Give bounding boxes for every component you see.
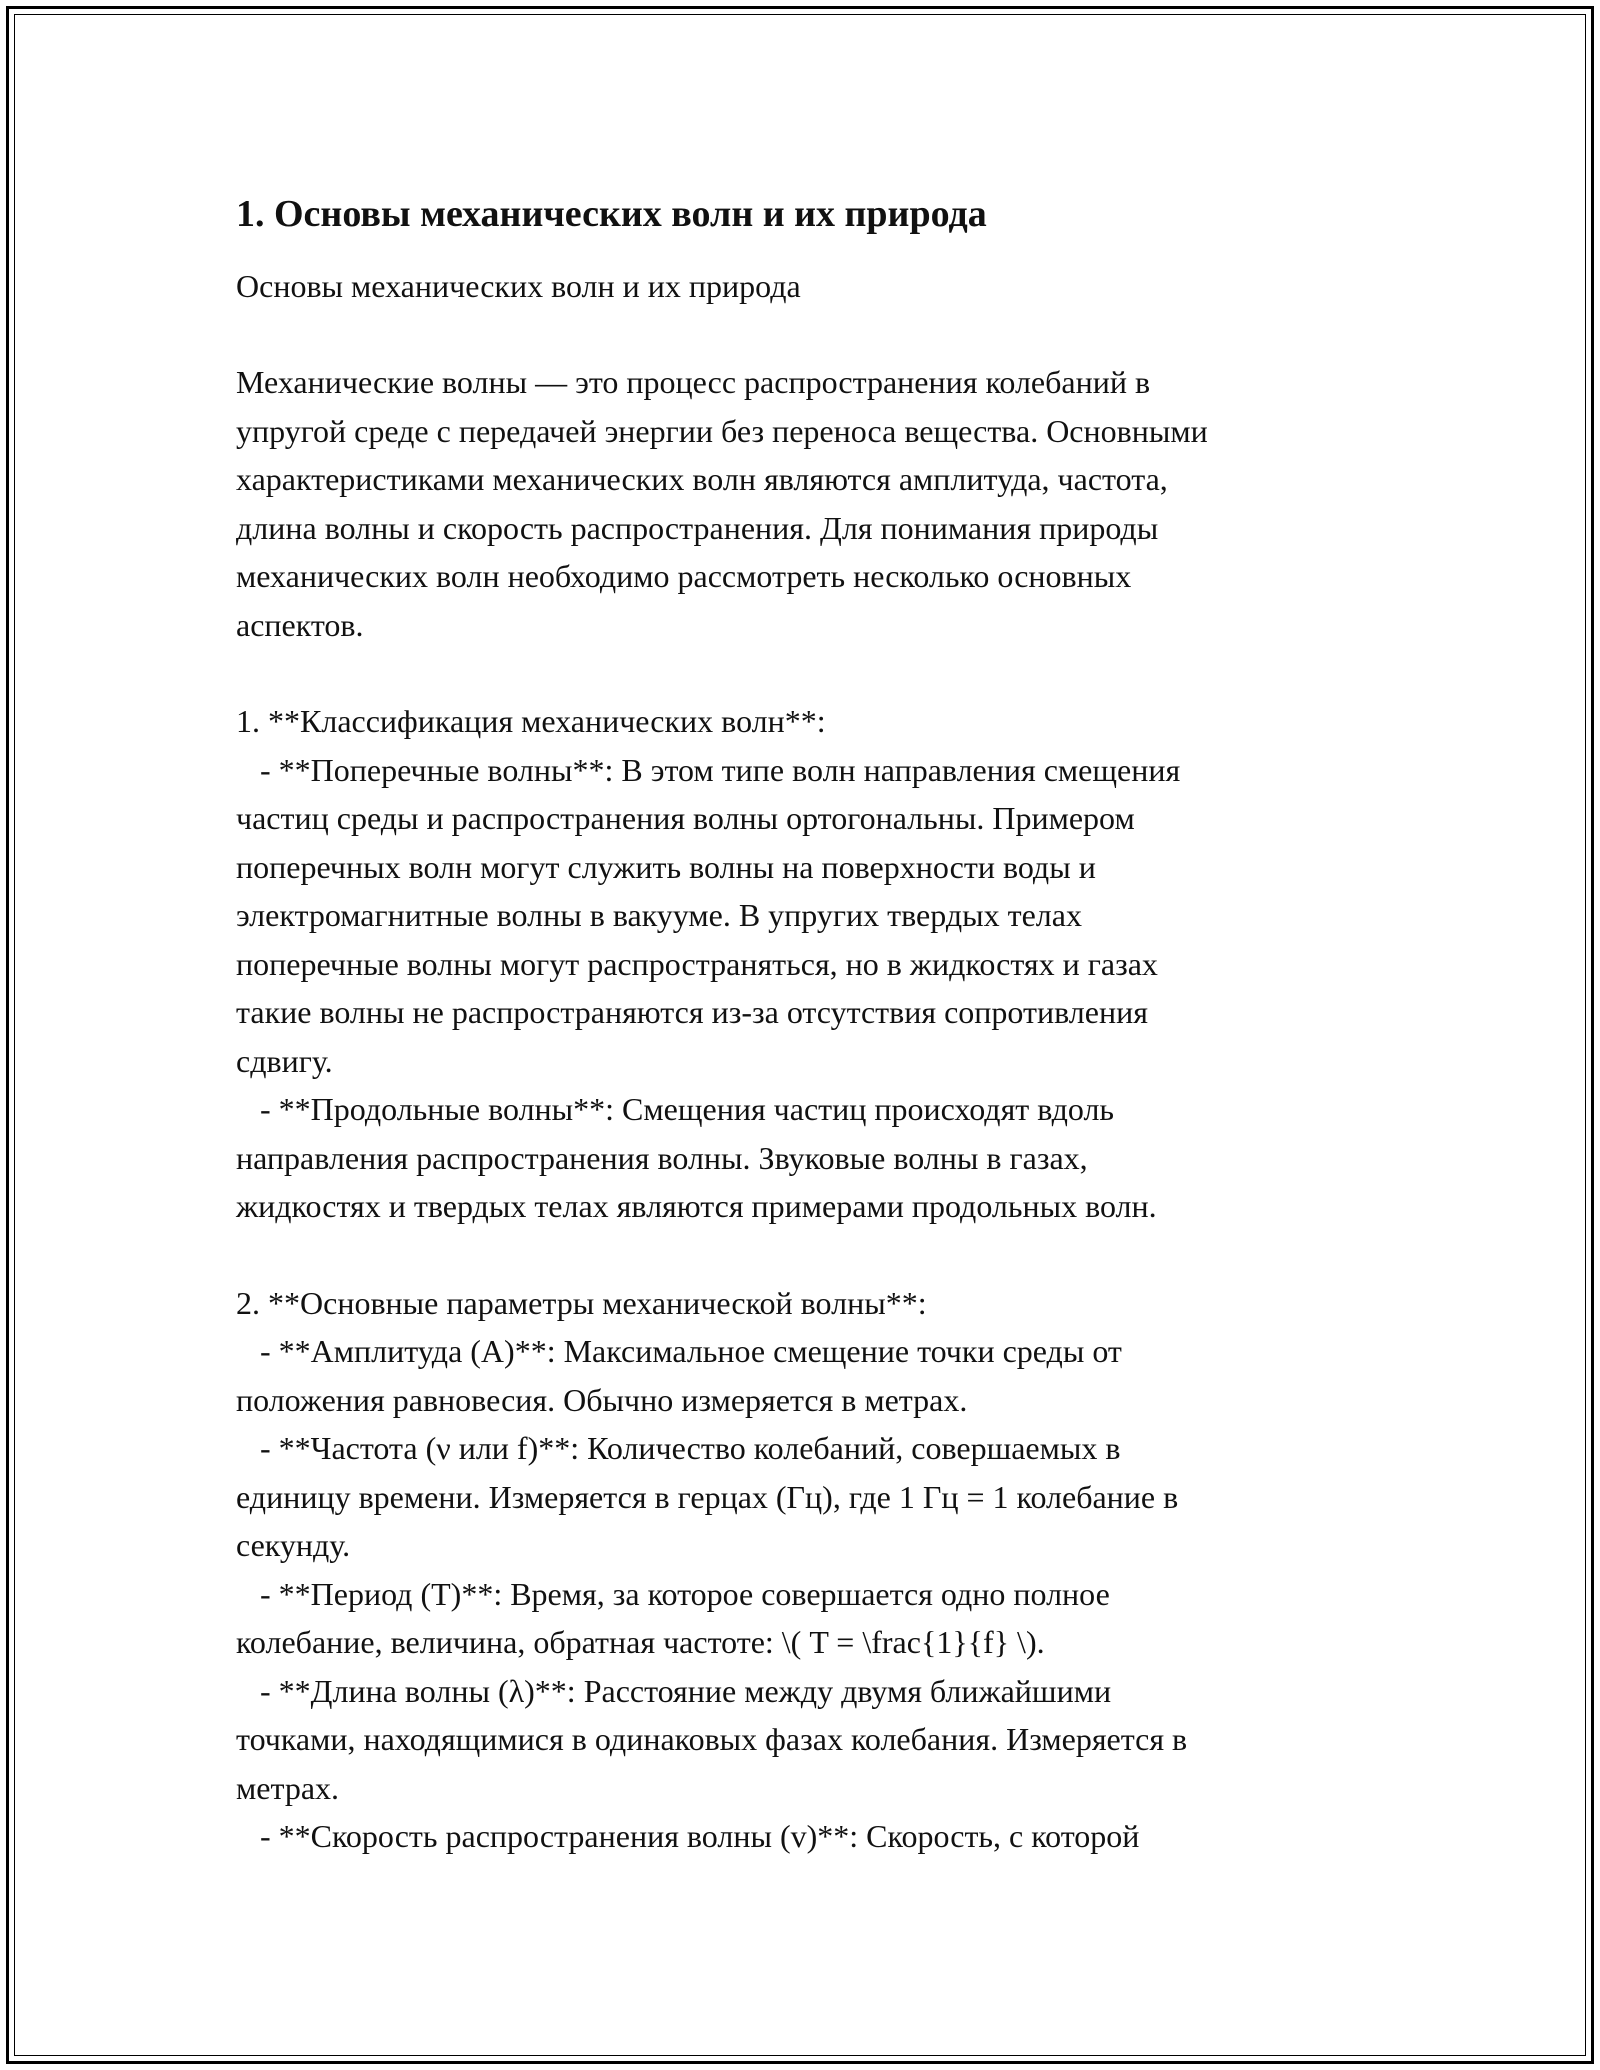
intro-paragraph — [236, 358, 1376, 649]
text-line: 2. **Основные параметры механической волны**: — [236, 1284, 927, 1321]
text-line: длина волны и скорость распространения. Для понимания природы — [236, 509, 1159, 546]
document-heading: 1. Основы механических волн и их природа — [236, 193, 987, 235]
text-line: 1. **Классификация механических волн**: — [236, 703, 826, 739]
text-line: частиц среды и распространения волны ортогональны. Примером — [236, 800, 1135, 836]
text-line: упругой среде с передачей энергии без переноса вещества. Основными — [236, 412, 1208, 449]
text-line: - **Поперечные волны**: В этом типе волн направления смещения — [236, 751, 1181, 788]
text-line: точками, находящимися в одинаковых фазах колебания. Измеряется в — [236, 1721, 1188, 1757]
text-line: поперечные волны могут распространяться, но в жидкостях и газах — [236, 945, 1158, 982]
text-line: характеристиками механических волн являются амплитуда, частота, — [236, 461, 1168, 497]
text-line: - **Период (T)**: Время, за которое совершается одно полное — [236, 1575, 1110, 1612]
text-line: поперечных волн могут служить волны на поверхности воды и — [236, 848, 1096, 885]
document-page — [236, 186, 1376, 1861]
text-line: единицу времени. Измеряется в герцах (Гц), где 1 Гц = 1 колебание в — [236, 1478, 1179, 1515]
section-classification — [236, 697, 1376, 1231]
document-subtitle: Основы механических волн и их природа — [236, 268, 801, 304]
text-line: Механические волны — это процесс распространения колебаний в — [236, 364, 1151, 400]
text-line: механических волн необходимо рассмотреть несколько основных — [236, 558, 1132, 594]
text-line: сдвигу. — [236, 1042, 333, 1079]
text-line: такие волны не распространяются из-за отсутствия сопротивления — [236, 994, 1148, 1030]
text-line: жидкостях и твердых телах являются примерами продольных волн. — [236, 1188, 1157, 1224]
text-line: метрах. — [236, 1769, 340, 1806]
text-line: положения равновесия. Обычно измеряется в метрах. — [236, 1381, 968, 1418]
text-line: - **Частота (ν или f)**: Количество колебаний, совершаемых в — [236, 1430, 1121, 1466]
text-line: секунду. — [236, 1527, 351, 1563]
text-line: колебание, величина, обратная частоте: \( T = \frac{1}{f} \). — [236, 1624, 1045, 1660]
text-line: - **Амплитуда (A)**: Максимальное смещение точки среды от — [236, 1333, 1122, 1369]
text-line: - **Длина волны (λ)**: Расстояние между двумя ближайшими — [236, 1672, 1112, 1709]
text-line: - **Скорость распространения волны (v)**: Скорость, с которой — [236, 1818, 1140, 1854]
text-line: - **Продольные волны**: Смещения частиц происходят вдоль — [236, 1091, 1114, 1127]
section-parameters — [236, 1279, 1376, 1861]
text-line: аспектов. — [236, 606, 364, 643]
text-line: электромагнитные волны в вакууме. В упругих твердых телах — [236, 897, 1082, 933]
text-line: направления распространения волны. Звуковые волны в газах, — [236, 1139, 1088, 1176]
